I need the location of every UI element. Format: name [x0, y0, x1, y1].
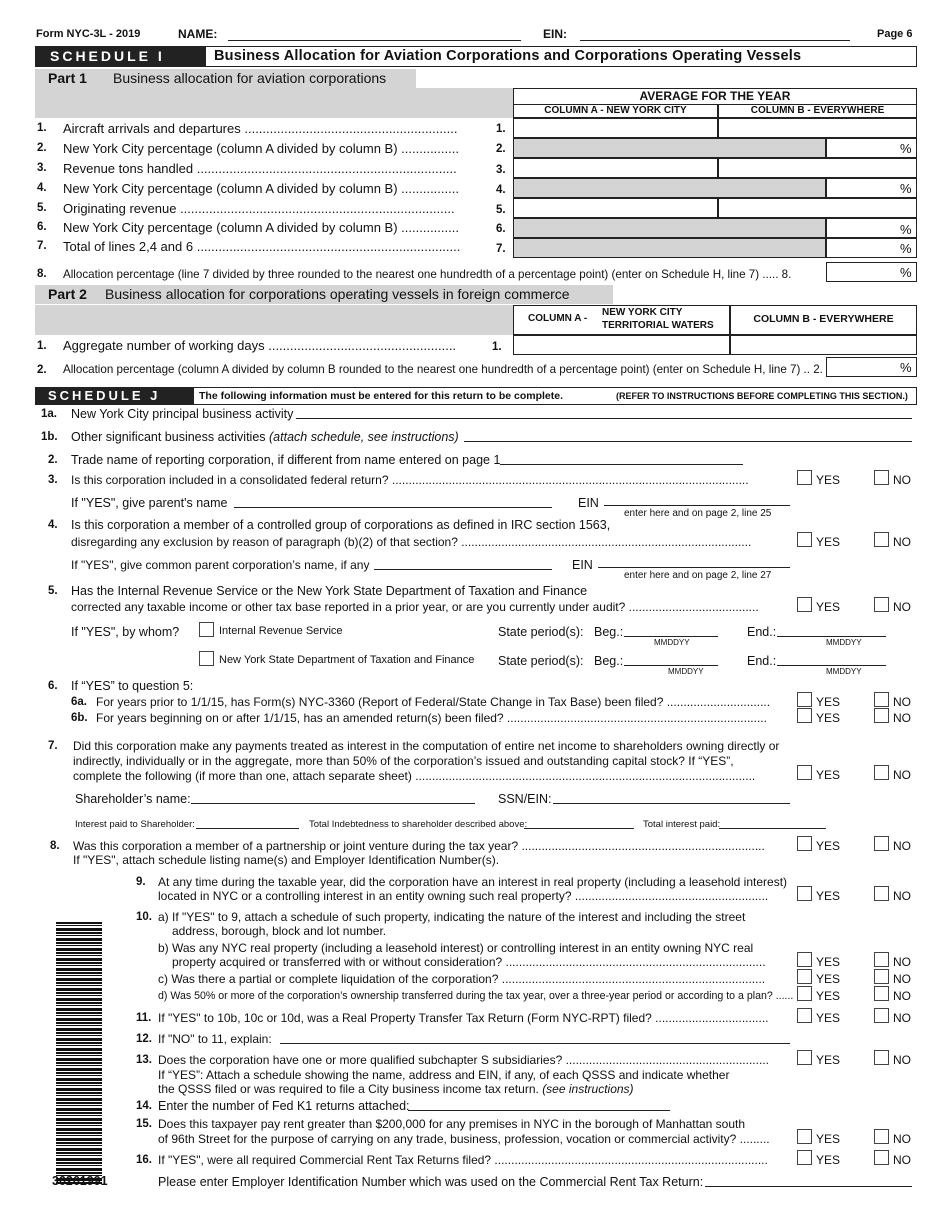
footer-ein-text: Please enter Employer Identification Number which was used on the Commercial Rent Tax Return:	[158, 1175, 704, 1189]
q13-text-line3-note: (see instructions)	[542, 1082, 634, 1096]
line-ref: 7.	[496, 243, 506, 255]
line-number: 1.	[37, 122, 47, 134]
yes-label: YES	[816, 473, 841, 487]
no-label: NO	[893, 711, 911, 725]
line5-col-b-input[interactable]	[718, 198, 917, 218]
q-number: 13.	[136, 1054, 152, 1066]
q7-yes-checkbox[interactable]	[797, 765, 812, 780]
shareholder-name-input[interactable]	[191, 803, 475, 804]
q3-parent-input[interactable]	[234, 507, 552, 508]
q10a-text-line2: address, borough, block and lot number.	[172, 924, 387, 938]
yes-label: YES	[816, 989, 841, 1003]
q14-text: Enter the number of Fed K1 returns attached:	[158, 1099, 410, 1113]
line-number: 5.	[37, 202, 47, 214]
q-number: 7.	[48, 740, 58, 752]
date-format-hint: MMDDYY	[654, 638, 690, 647]
q-number: 1a.	[41, 408, 57, 420]
shaded-cell	[513, 218, 826, 238]
q10b-yes-checkbox[interactable]	[797, 952, 812, 967]
line-text: Originating revenue ............................................................................	[63, 201, 455, 216]
line-text: New York City percentage (column A divided by column B) ................	[63, 181, 459, 196]
q5-by-whom: If "YES", by whom?	[71, 625, 180, 639]
shaded-cell	[513, 238, 826, 258]
shaded-cell	[513, 138, 826, 158]
q9-yes-checkbox[interactable]	[797, 886, 812, 901]
line-text: Aircraft arrivals and departures ...........................................................	[63, 121, 458, 136]
q-number: 6b.	[71, 712, 88, 724]
q-number: 3.	[48, 474, 58, 486]
q10b-text-line1: b) Was any NYC real property (including a leasehold interest) or controlling interest in an entity owning NYC real	[158, 941, 754, 955]
schedule-j-notice: The following information must be entered for this return to be complete.	[199, 390, 564, 402]
q15-yes-checkbox[interactable]	[797, 1129, 812, 1144]
q9-no-checkbox[interactable]	[874, 886, 889, 901]
yes-label: YES	[816, 1053, 841, 1067]
q-number: 10.	[136, 911, 152, 923]
ein-label: EIN	[572, 558, 593, 572]
q11-yes-checkbox[interactable]	[797, 1008, 812, 1023]
q11-text: If "YES" to 10b, 10c or 10d, was a Real Property Transfer Tax Return (Form NYC-RPT) filed? ..................................	[158, 1011, 769, 1025]
line-text: Total of lines 2,4 and 6 .........................................................................	[63, 239, 461, 254]
q13-text-line3-main: the QSSS filed or was required to file a City business income tax return.	[158, 1082, 539, 1096]
q13-text-line3	[158, 1082, 634, 1096]
yes-label: YES	[816, 711, 841, 725]
footer-form-code: 30261991	[52, 1174, 108, 1188]
no-label: NO	[893, 768, 911, 782]
shaded-cell	[513, 178, 826, 198]
no-label: NO	[893, 1153, 911, 1167]
date-format-hint: MMDDYY	[668, 667, 704, 676]
q3-yes-checkbox[interactable]	[797, 470, 812, 485]
page-number: Page 6	[877, 28, 913, 40]
total-interest-input[interactable]	[719, 828, 826, 829]
p2-col-b-header: COLUMN B - EVERYWHERE	[753, 313, 894, 325]
yes-label: YES	[816, 535, 841, 549]
no-label: NO	[893, 695, 911, 709]
no-label: NO	[893, 1053, 911, 1067]
yes-label: YES	[816, 955, 841, 969]
q6b-no-checkbox[interactable]	[874, 708, 889, 723]
q16-yes-checkbox[interactable]	[797, 1150, 812, 1165]
line8-text: Allocation percentage (line 7 divided by three rounded to the nearest one hundredth of a percentage point) (enter on Schedule H, line 7) ..... 8.	[63, 268, 792, 281]
line1-col-a-input[interactable]	[513, 118, 718, 138]
no-label: NO	[893, 535, 911, 549]
q10b-no-checkbox[interactable]	[874, 952, 889, 967]
no-label: NO	[893, 955, 911, 969]
line-number: 8.	[37, 268, 47, 280]
line-number: 2.	[37, 364, 47, 376]
schedule-i-tag: SCHEDULE I	[36, 47, 206, 66]
q13-text-line1: Does the corporation have one or more qualified subchapter S subsidiaries? .............................................................	[158, 1053, 769, 1067]
schedule-j-tag: SCHEDULE J	[36, 388, 194, 404]
q3-ein-input[interactable]	[604, 505, 790, 506]
avg-header: AVERAGE FOR THE YEAR	[639, 89, 791, 103]
beg-label: Beg.:	[594, 625, 624, 639]
q2-text: Trade name of reporting corporation, if different from name entered on page 1	[71, 453, 501, 467]
line-number: 3.	[37, 162, 47, 174]
q13-no-checkbox[interactable]	[874, 1050, 889, 1065]
q6b-yes-checkbox[interactable]	[797, 708, 812, 723]
q10a-text-line1: a) If "YES" to 9, attach a schedule of such property, indicating the nature of the interest and including the street	[158, 910, 746, 924]
part2-label: Part 2	[48, 286, 87, 302]
pct-sign: %	[900, 141, 912, 156]
q4-no-checkbox[interactable]	[874, 532, 889, 547]
q10b-text-line2: property acquired or transferred with or without consideration? ..............................................................................	[172, 955, 766, 969]
line-text: Revenue tons handled ........................................................................	[63, 161, 457, 176]
q3-text: Is this corporation included in a consolidated federal return? ...........................................................................................................	[71, 473, 749, 487]
q2-input[interactable]	[500, 464, 743, 465]
q13-yes-checkbox[interactable]	[797, 1050, 812, 1065]
p2-col-a-name1: NEW YORK CITY	[602, 307, 683, 318]
line-number: 2.	[37, 142, 47, 154]
q5-nys-beg-input[interactable]	[624, 665, 718, 666]
p2-line1-col-a-input[interactable]	[513, 335, 730, 355]
q12-explain-input[interactable]	[280, 1043, 790, 1044]
q-number: 6a.	[71, 696, 87, 708]
q15-text-line2: of 96th Street for the purpose of carrying on any trade, business, profession, vocation or commercial activity? .........	[158, 1132, 770, 1146]
no-label: NO	[893, 889, 911, 903]
interest-paid-label: Interest paid to Shareholder:	[75, 819, 195, 830]
line-text: New York City percentage (column A divided by column B) ................	[63, 141, 459, 156]
q6a-no-checkbox[interactable]	[874, 692, 889, 707]
yes-label: YES	[816, 1011, 841, 1025]
q6a-text: For years prior to 1/1/15, has Form(s) NYC-3360 (Report of Federal/State Change in Tax Base) been filed? ...............................	[96, 695, 771, 709]
q11-no-checkbox[interactable]	[874, 1008, 889, 1023]
part1-title: Business allocation for aviation corporations	[113, 70, 387, 86]
q4-text-line1: Is this corporation a member of a controlled group of corporations as defined in IRC section 1563,	[71, 518, 611, 532]
q5-yes-checkbox[interactable]	[797, 597, 812, 612]
q1b-text-note: (attach schedule, see instructions)	[269, 430, 459, 444]
q5-irs-checkbox[interactable]	[199, 622, 214, 637]
q10d-no-checkbox[interactable]	[874, 986, 889, 1001]
state-period-label: State period(s):	[498, 625, 584, 639]
q15-text-line1: Does this taxpayer pay rent greater than $200,000 for any premises in NYC in the borough of Manhattan south	[158, 1117, 746, 1131]
q6b-text: For years beginning on or after 1/1/15, has an amended return(s) been filed? ..............................................................................	[96, 711, 767, 725]
no-label: NO	[893, 473, 911, 487]
part1-label: Part 1	[48, 70, 87, 86]
q5-no-checkbox[interactable]	[874, 597, 889, 612]
line-ref: 1.	[496, 123, 506, 135]
q14-input[interactable]	[408, 1110, 670, 1111]
q-number: 2.	[48, 454, 58, 466]
ssn-ein-input[interactable]	[553, 803, 790, 804]
q1a-input[interactable]	[296, 418, 912, 419]
q8-text-line1: Was this corporation a member of a partnership or joint venture during the tax year? .........................................................................	[73, 839, 765, 853]
line-ref: 2.	[496, 143, 506, 155]
line3-col-b-input[interactable]	[718, 158, 917, 178]
no-label: NO	[893, 600, 911, 614]
q3-no-checkbox[interactable]	[874, 470, 889, 485]
p2-line2-text: Allocation percentage (column A divided by column B rounded to the nearest one hundredth of a percentage point) (enter on Schedule H, line 7) .. 2.	[63, 363, 823, 376]
form-id: Form NYC-3L - 2019	[36, 28, 141, 40]
q15-no-checkbox[interactable]	[874, 1129, 889, 1144]
schedule-i-title: Business Allocation for Aviation Corporations and Corporations Operating Vessels	[214, 48, 802, 64]
line-number: 1.	[37, 340, 47, 352]
q16-text: If "YES", were all required Commercial Rent Tax Returns filed? ..................................................................................	[158, 1153, 768, 1167]
line-ref: 1.	[492, 341, 502, 353]
q-number: 6.	[48, 680, 58, 692]
line-ref: 3.	[496, 164, 506, 176]
part2-header-shade	[35, 305, 513, 335]
state-period-label: State period(s):	[498, 654, 584, 668]
q-number: 5.	[48, 585, 58, 597]
q1a-text: New York City principal business activity	[71, 407, 294, 421]
q8-yes-checkbox[interactable]	[797, 836, 812, 851]
q5-irs-beg-input[interactable]	[624, 636, 718, 637]
p2-col-a-name2: TERRITORIAL WATERS	[602, 320, 714, 331]
q5-irs-end-input[interactable]	[777, 636, 886, 637]
pct-sign: %	[900, 265, 912, 280]
q-number: 4.	[48, 519, 58, 531]
barcode-image	[56, 922, 102, 1184]
q16-no-checkbox[interactable]	[874, 1150, 889, 1165]
part2-title: Business allocation for corporations operating vessels in foreign commerce	[105, 286, 570, 302]
q-number: 14.	[136, 1100, 152, 1112]
p2-line1-col-b-input[interactable]	[730, 335, 917, 355]
q7-text-line3: complete the following (if more than one, attach separate sheet) ......................................................................................................	[73, 769, 756, 783]
line-number: 7.	[37, 240, 47, 252]
q6a-yes-checkbox[interactable]	[797, 692, 812, 707]
q4-ein-note: enter here and on page 2, line 27	[624, 570, 772, 581]
end-label: End.:	[747, 654, 777, 668]
line-ref: 6.	[496, 223, 506, 235]
q-number: 11.	[136, 1012, 152, 1024]
q4-ein-input[interactable]	[598, 567, 790, 568]
no-label: NO	[893, 839, 911, 853]
q-number: 1b.	[41, 431, 58, 443]
q7-text-line2: indirectly, individually or in the aggregate, more than 50% of the corporation’s issued and outstanding capital stock? If “YES”,	[73, 754, 734, 768]
pct-sign: %	[900, 181, 912, 196]
q10c-no-checkbox[interactable]	[874, 969, 889, 984]
q5-irs-label: Internal Revenue Service	[219, 625, 343, 637]
name-label: NAME:	[178, 27, 218, 41]
q3-parent-label: If "YES", give parent's name	[71, 496, 228, 510]
line-number: 4.	[37, 182, 47, 194]
q13-text-line2: If “YES”: Attach a schedule showing the name, address and EIN, if any, of each QSSS and indicate whether	[158, 1068, 730, 1082]
q4-parent-label: If "YES", give common parent corporation’s name, if any	[71, 558, 370, 572]
pct-sign: %	[900, 222, 912, 237]
yes-label: YES	[816, 889, 841, 903]
q4-text-line2: disregarding any exclusion by reason of paragraph (b)(2) of that section? .......................................................................................	[71, 535, 752, 549]
shareholder-name-label: Shareholder’s name:	[75, 792, 191, 806]
col-a-header: COLUMN A - NEW YORK CITY	[544, 105, 687, 116]
q-number: 8.	[50, 840, 60, 852]
yes-label: YES	[816, 1153, 841, 1167]
q4-yes-checkbox[interactable]	[797, 532, 812, 547]
q7-text-line1: Did this corporation make any payments treated as interest in the computation of entire net income to shareholders owning directly or	[73, 739, 780, 753]
total-interest-label: Total interest paid:	[643, 819, 721, 830]
pct-sign: %	[900, 241, 912, 256]
q5-text-line1: Has the Internal Revenue Service or the New York State Department of Taxation and Finance	[71, 584, 588, 598]
yes-label: YES	[816, 600, 841, 614]
no-label: NO	[893, 1011, 911, 1025]
ein-label: EIN	[578, 496, 599, 510]
line1-col-b-input[interactable]	[718, 118, 917, 138]
part1-header-shade	[35, 88, 513, 118]
total-indebtedness-input[interactable]	[524, 828, 634, 829]
no-label: NO	[893, 972, 911, 986]
no-label: NO	[893, 1132, 911, 1146]
q5-nys-label: New York State Department of Taxation and Finance	[219, 654, 475, 666]
p2-col-a-prefix: COLUMN A -	[528, 313, 588, 324]
pct-sign: %	[900, 360, 912, 375]
ssn-ein-label: SSN/EIN:	[498, 792, 552, 806]
yes-label: YES	[816, 839, 841, 853]
date-format-hint: MMDDYY	[826, 667, 862, 676]
line3-col-a-input[interactable]	[513, 158, 718, 178]
footer-ein-input[interactable]	[705, 1186, 912, 1187]
ein-label: EIN:	[543, 27, 567, 41]
q8-no-checkbox[interactable]	[874, 836, 889, 851]
q9-text-line2: located in NYC or a controlling interest in an entity owning such real property? ..........................................................	[158, 889, 769, 903]
yes-label: YES	[816, 1132, 841, 1146]
yes-label: YES	[816, 972, 841, 986]
q10d-text: d) Was 50% or more of the corporation’s ownership transferred during the tax year, over a three-year period or according to a plan? ......	[158, 990, 794, 1002]
q10d-yes-checkbox[interactable]	[797, 986, 812, 1001]
q1b-text	[71, 430, 459, 444]
q-number: 12.	[136, 1033, 152, 1045]
beg-label: Beg.:	[594, 654, 624, 668]
q5-nys-end-input[interactable]	[777, 665, 886, 666]
line5-col-a-input[interactable]	[513, 198, 718, 218]
q-number: 9.	[136, 876, 146, 888]
schedule-j-notice-ref: (REFER TO INSTRUCTIONS BEFORE COMPLETING THIS SECTION.)	[616, 391, 908, 401]
q9-text-line1: At any time during the taxable year, did the corporation have an interest in real property (including a leasehold interest)	[158, 875, 788, 889]
date-format-hint: MMDDYY	[826, 638, 862, 647]
line-text: New York City percentage (column A divided by column B) ................	[63, 220, 459, 235]
col-b-header: COLUMN B - EVERYWHERE	[750, 105, 885, 116]
interest-paid-input[interactable]	[196, 828, 299, 829]
q12-text: If "NO" to 11, explain:	[158, 1032, 272, 1046]
q1b-input[interactable]	[464, 441, 912, 442]
name-field[interactable]	[228, 40, 521, 41]
no-label: NO	[893, 989, 911, 1003]
q1b-text-main: Other significant business activities	[71, 430, 266, 444]
q10c-text: c) Was there a partial or complete liquidation of the corporation? ...............................................................................	[158, 972, 766, 986]
line-ref: 5.	[496, 204, 506, 216]
end-label: End.:	[747, 625, 777, 639]
ein-field[interactable]	[580, 40, 850, 41]
q7-no-checkbox[interactable]	[874, 765, 889, 780]
q5-nys-checkbox[interactable]	[199, 651, 214, 666]
q10c-yes-checkbox[interactable]	[797, 969, 812, 984]
q-number: 15.	[136, 1118, 152, 1130]
line-ref: 4.	[496, 184, 506, 196]
yes-label: YES	[816, 695, 841, 709]
p2-line1-text: Aggregate number of working days ....................................................	[63, 338, 457, 353]
yes-label: YES	[816, 768, 841, 782]
line-number: 6.	[37, 221, 47, 233]
q8-text-line2: If "YES", attach schedule listing name(s) and Employer Identification Number(s).	[73, 853, 500, 867]
q4-parent-input[interactable]	[374, 569, 552, 570]
q3-ein-note: enter here and on page 2, line 25	[624, 508, 772, 519]
total-indebtedness-label: Total Indebtedness to shareholder described above:	[309, 819, 528, 830]
q-number: 16.	[136, 1154, 152, 1166]
q6-text: If “YES” to question 5:	[71, 679, 194, 693]
q5-text-line2: corrected any taxable income or other tax base reported in a prior year, or are you currently under audit? .......................................	[71, 600, 759, 614]
